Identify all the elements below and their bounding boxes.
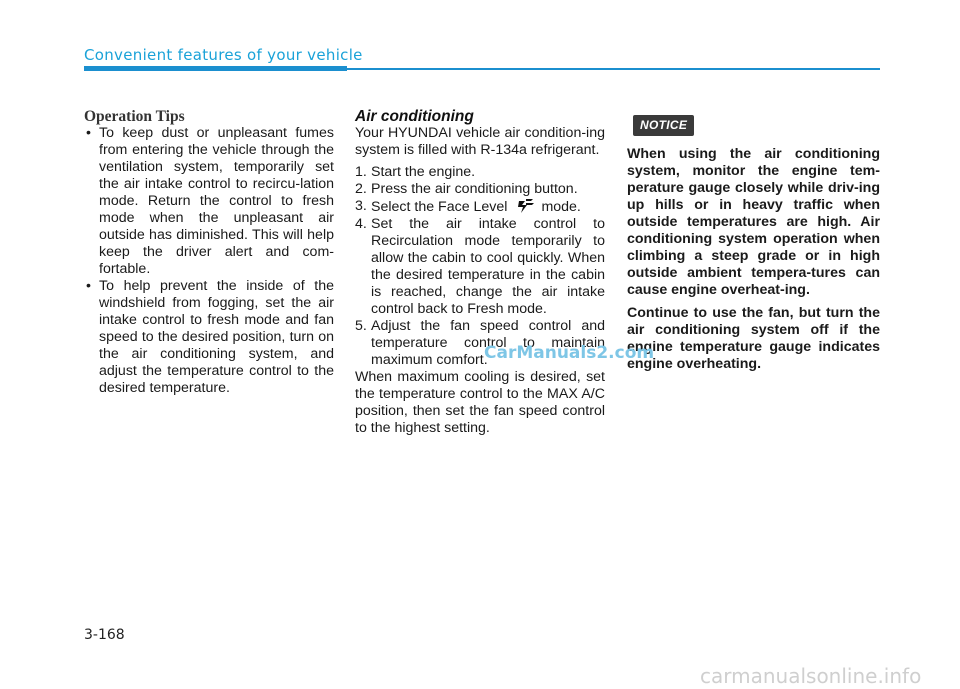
ac-intro: Your HYUNDAI vehicle air condition-ing system is filled with R-134a refrigerant.	[355, 125, 605, 158]
ac-step: 3. Select the Face Level mode.	[355, 198, 581, 215]
section-title: Convenient features of your vehicle	[84, 46, 363, 64]
notice-paragraph: Continue to use the fan, but turn the air conditioning system off if the engine temperature gauge indicates engine overheating.	[627, 305, 880, 372]
operation-tips-column	[84, 108, 334, 397]
air-conditioning-column	[355, 108, 605, 437]
notice-badge: NOTICE	[633, 115, 694, 136]
header-accent-bar	[84, 66, 347, 71]
header-rule	[347, 68, 880, 70]
ac-step: 5. Adjust the fan speed control and temperature control to maintain maximum comfort.	[355, 318, 605, 368]
tip-item: • To help prevent the inside of the windshield from fogging, set the air intake control to fresh mode and fan speed to the desired position, turn on the air conditioning system, and adjust the temperature control to the desired temperature.	[84, 278, 334, 397]
page-number: 3-168	[84, 627, 125, 643]
footer-watermark: carmanualsonline.info	[700, 664, 922, 688]
ac-step: 1. Start the engine.	[355, 164, 476, 180]
ac-step: 4. Set the air intake control to Recirculation mode temporarily to allow the cabin to cool quickly. When the desired temperature in the cabin is reached, change the air intake control back to Fresh mode.	[355, 216, 605, 317]
air-conditioning-heading: Air conditioning	[355, 108, 474, 125]
notice-paragraph: When using the air conditioning system, monitor the engine tem-perature gauge closely while driv-ing up hills or in heavy traffic when outside temperatures are high. Air conditioning system operation when climbing a steep grade or in high outside ambient tempera-tures can cause engine overheat-ing.	[627, 146, 880, 298]
face-level-mode-icon	[513, 198, 535, 214]
ac-step: 2. Press the air conditioning button.	[355, 181, 578, 197]
notice-column	[627, 115, 880, 379]
ac-closing: When maximum cooling is desired, set the temperature control to the MAX A/C position, then set the fan speed control to the highest setting.	[355, 369, 605, 436]
watermark-text: CarManuals2.com	[484, 343, 655, 363]
operation-tips-heading: Operation Tips	[84, 108, 185, 125]
tip-item: • To keep dust or unpleasant fumes from entering the vehicle through the ventilation system, temporarily set the air intake control to recircu-lation mode. Return the control to fresh mode when the unpleasant air outside has diminished. This will help keep the driver alert and com-fortable.	[84, 125, 334, 278]
